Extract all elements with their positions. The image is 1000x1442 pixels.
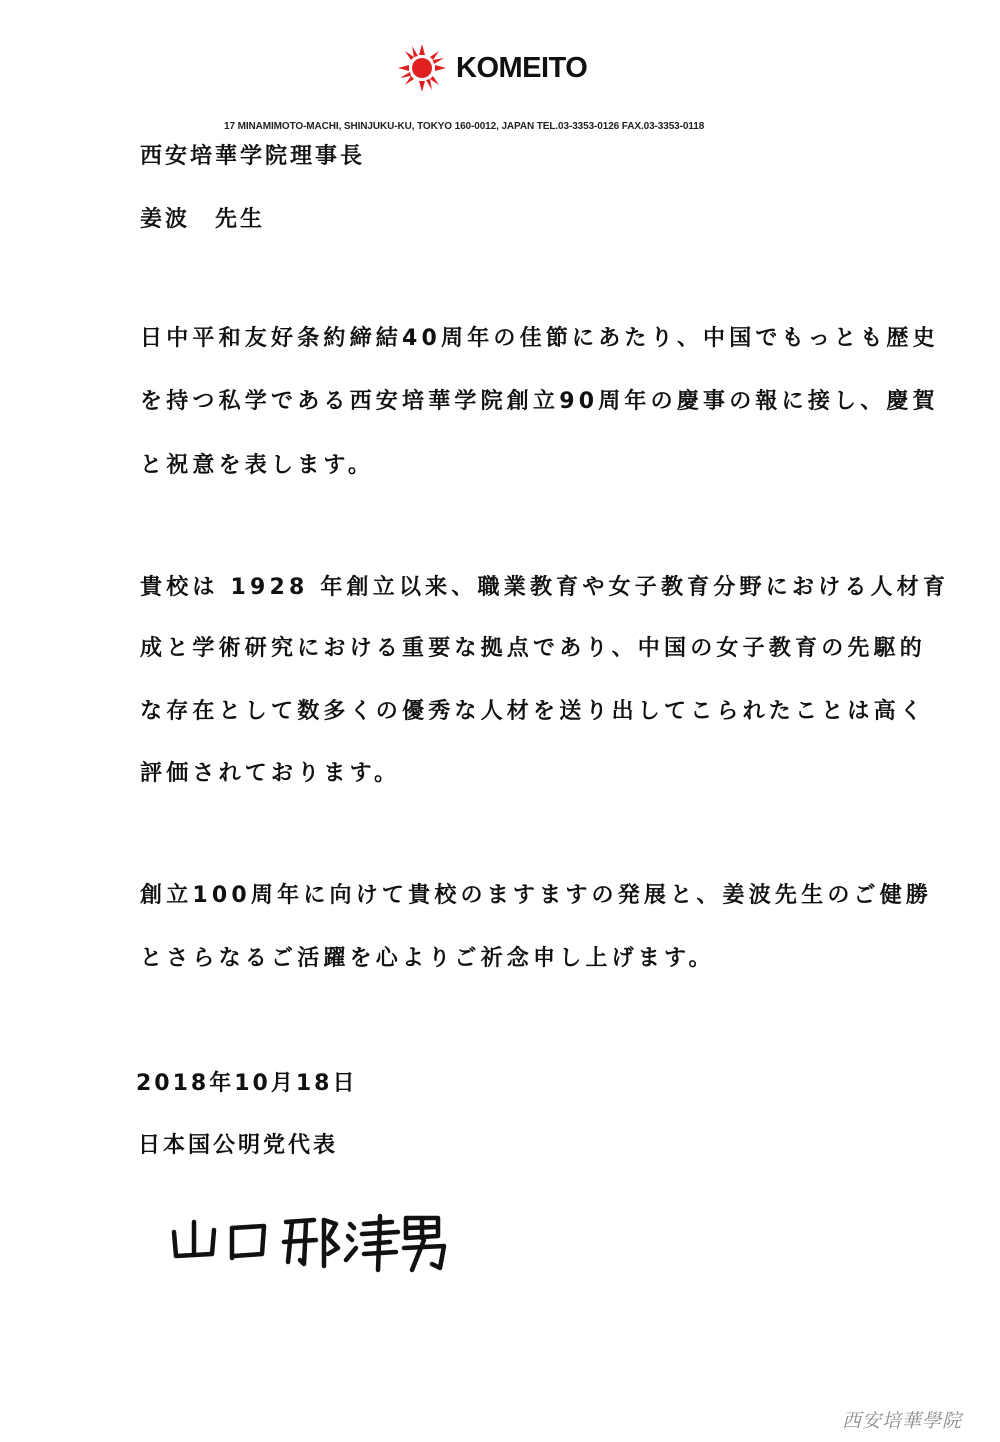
paragraph-2-line-2: 成と学術研究における重要な拠点であり、中国の女子教育の先駆的	[140, 636, 927, 661]
paragraph-3-line-2: とさらなるご活躍を心よりご祈念申し上げます。	[140, 946, 715, 971]
recipient-title: 西安培華学院理事長	[140, 144, 366, 169]
paragraph-1-line-2: を持つ私学である西安培華学院創立90周年の慶事の報に接し、慶賀	[140, 389, 939, 414]
sender-organization: 日本国公明党代表	[138, 1133, 339, 1158]
recipient-name: 姜波 先生	[140, 207, 266, 232]
handwritten-signature	[168, 1208, 458, 1278]
logo-wordmark: KOMEITO	[456, 51, 588, 84]
sun-logo-icon	[396, 42, 448, 94]
komeito-logo	[396, 40, 587, 96]
watermark-school-name: 西安培華學院	[842, 1410, 963, 1432]
paragraph-2-line-4: 評価されております。	[140, 761, 401, 786]
letterhead	[0, 0, 1000, 140]
letterhead-address: 17 MINAMIMOTO-MACHI, SHINJUKU-KU, TOKYO 160-0012, JAPAN TEL.03-3353-0126 FAX.03-3353-0118	[224, 121, 705, 132]
letter-date: 2018年10月18日	[136, 1071, 358, 1096]
paragraph-1-line-1: 日中平和友好条約締結40周年の佳節にあたり、中国でもっとも歴史	[140, 326, 939, 351]
signature-strokes	[168, 1208, 458, 1278]
paragraph-3-line-1: 創立100周年に向けて貴校のますますの発展と、姜波先生のご健勝	[140, 883, 933, 908]
paragraph-1-line-3: と祝意を表します。	[140, 453, 375, 478]
paragraph-2-line-1: 貴校は 1928 年創立以来、職業教育や女子教育分野における人材育	[140, 575, 950, 600]
paragraph-2-line-3: な存在として数多くの優秀な人材を送り出してこられたことは高く	[140, 699, 927, 724]
